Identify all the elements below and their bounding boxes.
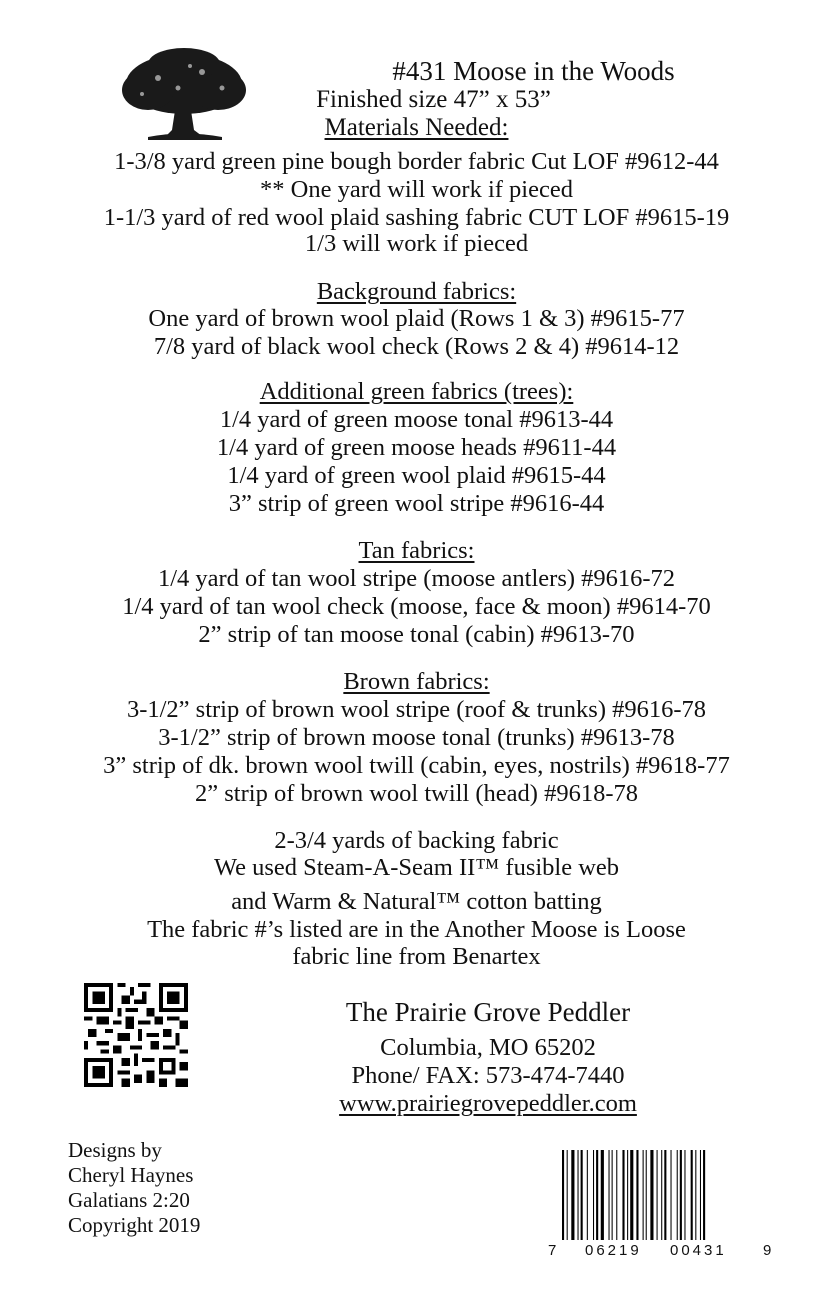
green-heading: Additional green fabrics (trees): — [259, 378, 574, 405]
credit-line: Galatians 2:20 — [68, 1188, 190, 1212]
barcode — [560, 1150, 760, 1240]
brown-item: 3-1/2” strip of brown wool stripe (roof & trunks) #9616-78 — [126, 696, 707, 723]
material-line: 1/3 will work if pieced — [304, 230, 529, 257]
pattern-title: #431 Moose in the Woods — [392, 56, 675, 86]
brown-heading: Brown fabrics: — [343, 668, 490, 695]
note-line: and Warm & Natural™ cotton batting — [231, 888, 602, 915]
background-item: One yard of brown wool plaid (Rows 1 & 3) #9615-77 — [148, 305, 685, 332]
tan-item: 2” strip of tan moose tonal (cabin) #9613-70 — [198, 621, 635, 648]
barcode-digit-last: 9 — [763, 1242, 772, 1259]
green-item: 1/4 yard of green moose heads #9611-44 — [216, 434, 617, 461]
green-item: 1/4 yard of green wool plaid #9615-44 — [227, 462, 606, 489]
material-line: ** One yard will work if pieced — [260, 176, 573, 203]
tan-item: 1/4 yard of tan wool check (moose, face & moon) #9614-70 — [122, 593, 711, 620]
barcode-digits-left: 06219 — [585, 1242, 642, 1259]
tan-item: 1/4 yard of tan wool stripe (moose antlers) #9616-72 — [157, 565, 676, 592]
company-website-link[interactable]: www.prairiegrovepeddler.com — [339, 1090, 637, 1117]
brown-item: 2” strip of brown wool twill (head) #9618-78 — [195, 780, 638, 807]
material-line: 1-3/8 yard green pine bough border fabric Cut LOF #9612-44 — [114, 148, 719, 175]
green-item: 3” strip of green wool stripe #9616-44 — [228, 490, 605, 517]
company-name: The Prairie Grove Peddler — [345, 997, 631, 1027]
material-line: 1-1/3 yard of red wool plaid sashing fabric CUT LOF #9615-19 — [103, 204, 730, 231]
credit-line: Cheryl Haynes — [68, 1163, 194, 1187]
credit-line: Copyright 2019 — [68, 1213, 201, 1237]
qr-code-icon — [84, 983, 188, 1087]
background-heading: Background fabrics: — [316, 278, 517, 305]
materials-heading: Materials Needed: — [324, 114, 509, 141]
company-city: Columbia, MO 65202 — [380, 1034, 596, 1061]
note-line: The fabric #’s listed are in the Another Moose is Loose — [147, 916, 686, 943]
tan-heading: Tan fabrics: — [358, 537, 475, 564]
brown-item: 3-1/2” strip of brown moose tonal (trunks) #9613-78 — [158, 724, 675, 751]
barcode-digit-first: 7 — [548, 1242, 557, 1259]
brown-item: 3” strip of dk. brown wool twill (cabin, eyes, nostrils) #9618-77 — [103, 752, 730, 779]
note-line: 2-3/4 yards of backing fabric — [274, 827, 559, 854]
background-item: 7/8 yard of black wool check (Rows 2 & 4) #9614-12 — [153, 333, 680, 360]
barcode-digits-right: 00431 — [670, 1242, 727, 1259]
note-line: fabric line from Benartex — [292, 943, 541, 970]
note-line: We used Steam-A-Seam II™ fusible web — [213, 854, 620, 881]
credits — [68, 1138, 200, 1238]
green-item: 1/4 yard of green moose tonal #9613-44 — [219, 406, 614, 433]
company-phone: Phone/ FAX: 573-474-7440 — [351, 1062, 625, 1089]
credit-line: Designs by — [68, 1138, 162, 1162]
finished-size: Finished size 47” x 53” — [316, 86, 551, 113]
